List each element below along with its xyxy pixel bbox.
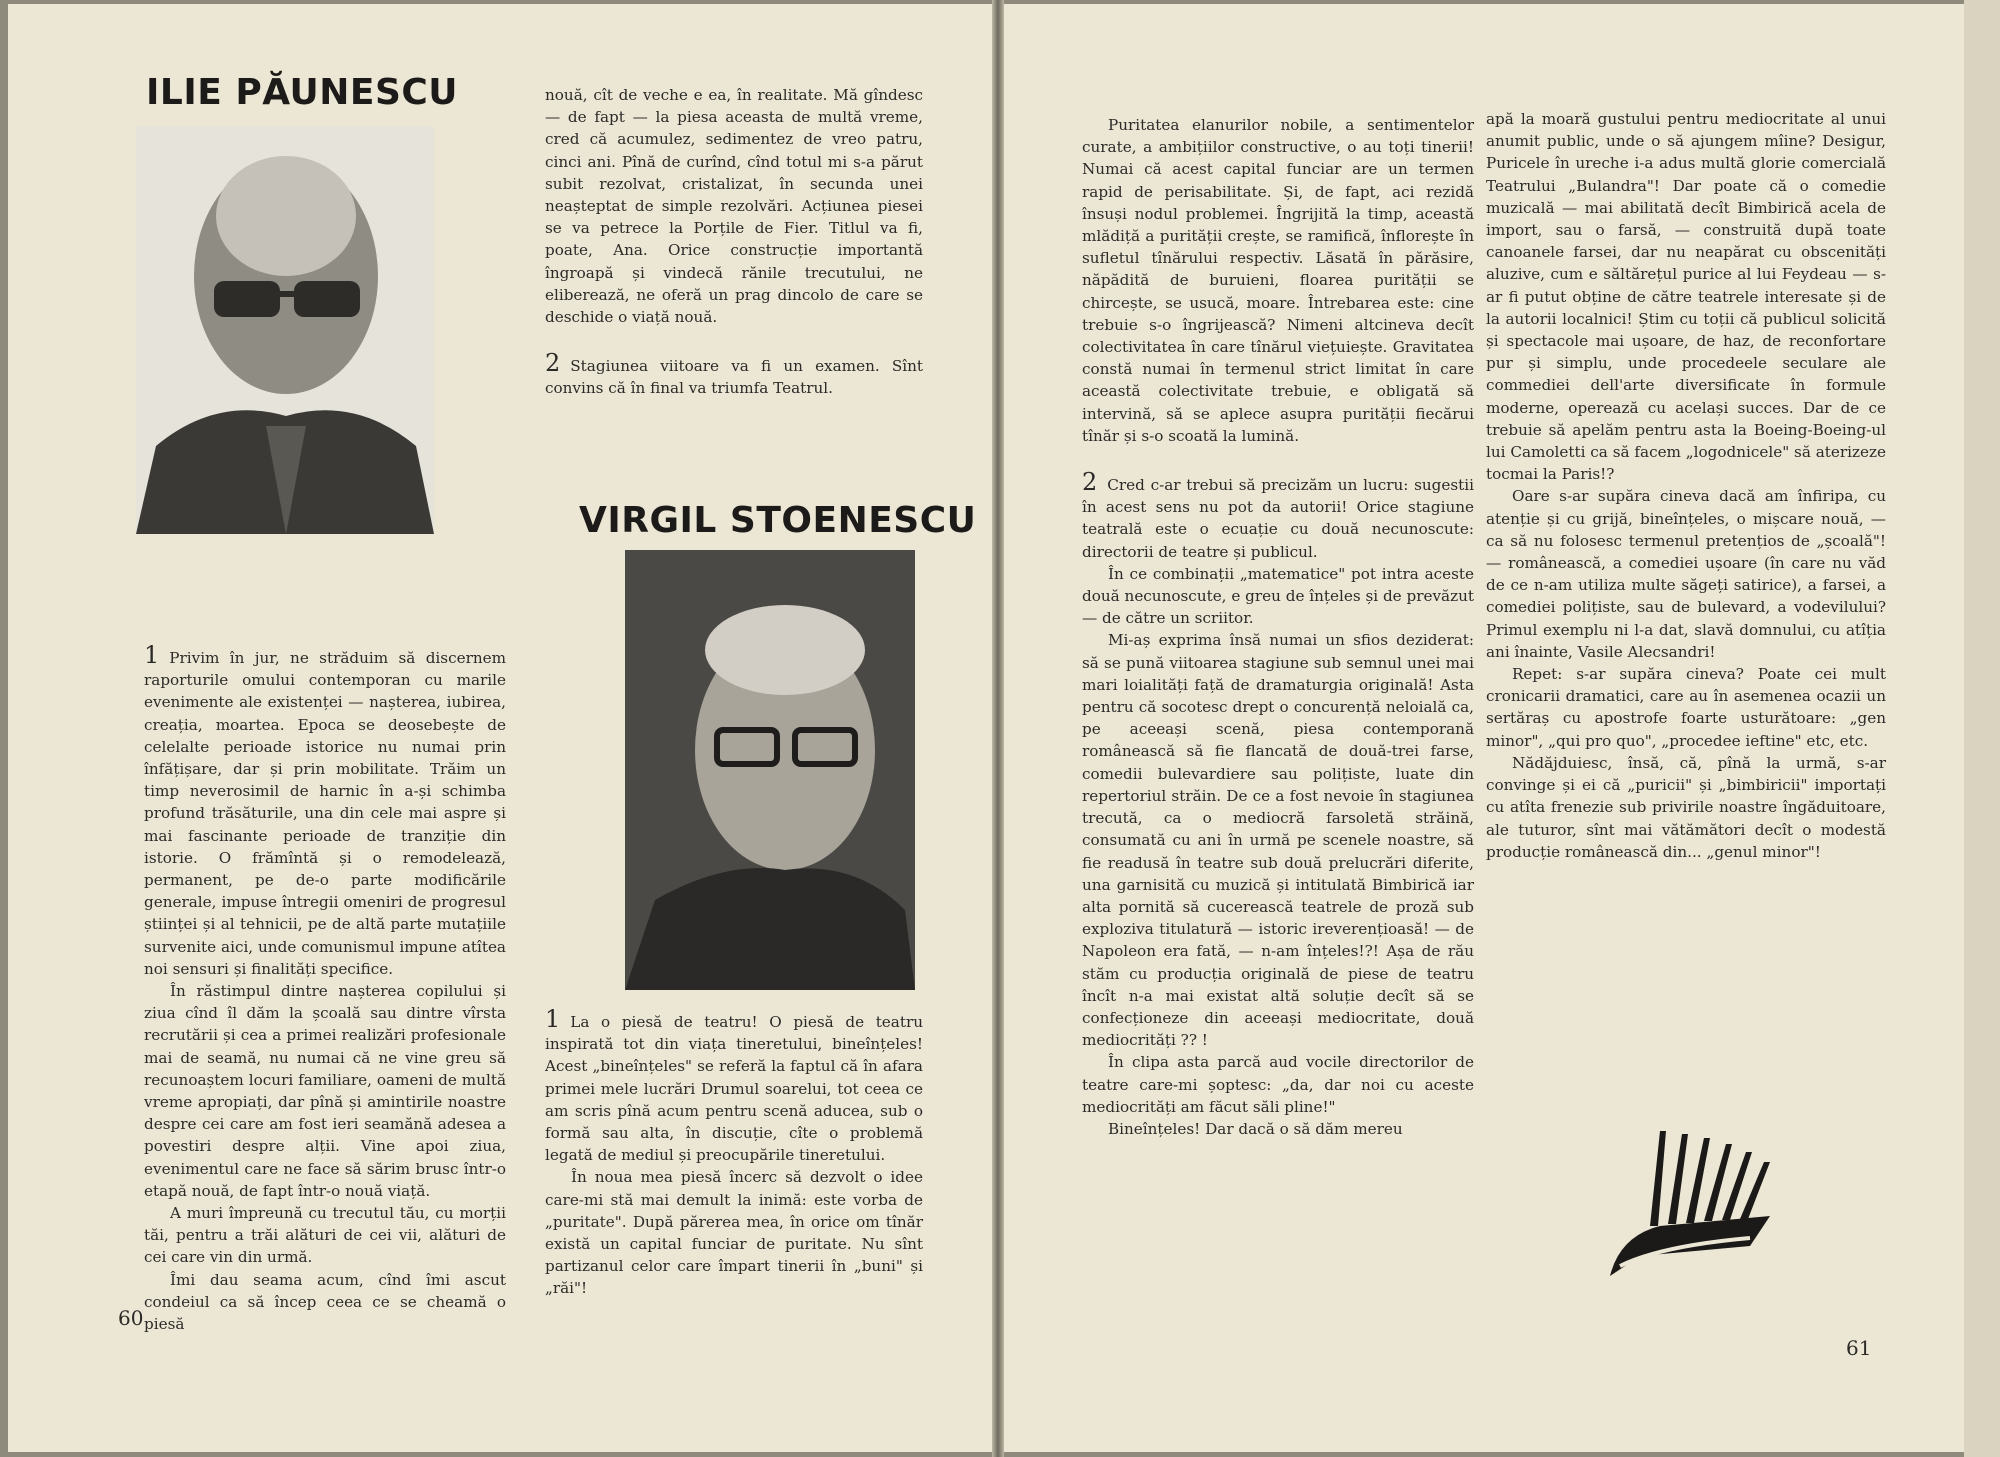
answer-number: 2 bbox=[1082, 468, 1098, 497]
answer-number: 1 bbox=[144, 641, 160, 669]
right-column-b bbox=[1486, 108, 1886, 863]
left-column-a bbox=[144, 641, 506, 1335]
paragraph: Nădăjduiesc, însă, că, pînă la urmă, s-ar convinge și ei că „puricii" și „bimbiricii" importați cu atîta frenezie sub privirile noastre îngăduitoare, ale tuturor, sînt mai vătămători decît o modestă producție românească din... „genul minor"! bbox=[1486, 753, 1886, 861]
paragraph: În noua mea piesă încerc să dezvolt o idee care-mi stă mai demult la inimă: este vorba de „puritate". După părerea mea, în orice om tînăr există un capital funciar de puritate. Nu sînt partizanul celor care împart tinerii în „buni" și „răi"! bbox=[545, 1168, 923, 1298]
paragraph: Bineînțeles! Dar dacă o să dăm mereu bbox=[1108, 1119, 1403, 1138]
right-page bbox=[1004, 4, 1964, 1452]
paragraph: Repet: s-ar supăra cineva? Poate cei mult cronicarii dramatici, care au în asemenea ocazii un sertăraș cu apostrofe foarte usturătoare: „gen minor", „qui pro quo", „procedee ieftine" etc, etc. bbox=[1486, 665, 1886, 750]
paragraph: Cred c-ar trebui să precizăm un lucru: sugestii în acest sens nu pot da autorii! Orice stagiune teatrală este o ecuație cu două necunoscute: directorii de teatre și publicul. bbox=[1082, 476, 1474, 561]
answer-number: 1 bbox=[545, 1005, 561, 1033]
paragraph: A muri împreună cu trecutul tău, cu morții tăi, pentru a trăi alături de cei vii, alături de cei care vin din urmă. bbox=[144, 1204, 506, 1267]
left-column-c bbox=[545, 1005, 923, 1300]
paragraph: În ce combinații „matematice" pot intra aceste două necunoscute, e greu de înțeles și de prevăzut — de către un scriitor. bbox=[1082, 564, 1474, 628]
paragraph: apă la moară gustului pentru mediocritate al unui anumit public, unde o să ajungem mîine? Desigur, Puricele în ureche i-a adus multă glorie comercială Teatrului „Bulandra"! Dar poate că o comedie muzicală — mai abilitată decît Bimbirică acela de import, sau o farsă, — construită după toate canoanele farsei, dar nu neapărat cu obscenități aluzive, cum e săltărețul purice al lui Feydeau — s-ar fi putut obține de către teatrele interesate și de la autorii localnici! Știm cu toții că publicul solicită și spectacole mai ușoare, de haz, de reconfortare pur și simplu, unde procedeele seculare ale commediei dell'arte diversificate în formule moderne, operează cu același succes. Dar de ce trebuie să apelăm pentru asta la Boeing-Boeing-ul lui Camoletti ca să facem „logodnicele" să aterizeze tocmai la Paris!? bbox=[1486, 110, 1886, 484]
author-heading-virgil-stoenescu: VIRGIL STOENESCU bbox=[579, 500, 977, 541]
paragraph: Stagiunea viitoare va fi un examen. Sînt convins că în final va triumfa Teatrul. bbox=[545, 357, 923, 398]
paragraph: nouă, cît de veche e ea, în realitate. Mă gîndesc — de fapt — la piesa aceasta de multă vreme, cred că acumulez, sedimentez de vreo patru, cinci ani. Pînă de curînd, cînd totul mi s-a părut subit rezolvat, cristalizat, în secunda unei neașteptat de simple rezolvări. Acțiunea piesei se va petrece la Porțile de Fier. Titlul va fi, poate, Ana. Orice construcție importantă îngroapă și vindecă rănile trecutului, ne eliberează, ne oferă un prag dincolo de care se deschide o viață nouă. bbox=[545, 86, 923, 327]
page-number: 60 bbox=[118, 1306, 144, 1330]
ship-ornament-icon bbox=[1600, 1126, 1776, 1276]
portrait-photo-virgil-stoenescu bbox=[625, 550, 915, 990]
book-edge bbox=[1964, 0, 2000, 1457]
paragraph: Puritatea elanurilor nobile, a sentimentelor curate, a ambițiilor constructive, o au toți tinerii! Numai că acest capital funciar are un termen rapid de perisabilitate. Și, de fapt, aci rezidă însuși nodul problemei. Îngrijită la timp, această mlădiță a purității crește, se ramifică, înflorește în sufletul tînărului respectiv. Lăsată în părăsire, năpădită de buruieni, floarea purității se chircește, se usucă, moare. Întrebarea este: cine trebuie s-o îngrijească? Nimeni altcineva decît colectivitatea în care tînărul viețuiește. Gravitatea constă numai în termenul strict limitat în care această colectivitate trebuie, e obligată să intervină, să se aplece asupra purității fiecărui tînăr și s-o scoată la lumină. bbox=[1082, 116, 1474, 445]
left-column-b bbox=[545, 84, 923, 400]
paragraph: Oare s-ar supăra cineva dacă am înfiripa, cu atenție și cu grijă, bineînțeles, o mișcare nouă, — ca să nu folosesc termenul pretențios de „școală"! — românească, a comediei ușoare (în care nu văd de ce n-am utiliza multe săgeți satirice), a farsei, a comediei polițiste, sau de bulevard, a vodevilului? Primul exemplu ni l-a dat, slavă domnului, cu atîția ani înainte, Vasile Alecsandri! bbox=[1486, 487, 1886, 661]
paragraph: Privim în jur, ne străduim să discernem raporturile omului contemporan cu marile evenimente ale existenței — nașterea, iubirea, creația, moartea. Epoca se deosebește de celelalte perioade istorice nu numai prin înfățișare, dar și prin mobilitate. Trăim un timp neverosimil de harnic în a-și schimba profund trăsăturile, una din cele mai aspre și mai fascinante perioade de tranziție din istorie. O frămîntă și o remodelează, permanent, pe de-o parte modificările generale, impuse întregii omeniri de progresul științei și al tehnicii, pe de altă parte mutațiile survenite aici, unde comunismul impune atîtea noi sensuri și finalități specifice. bbox=[144, 649, 506, 978]
author-heading-ilie-paunescu: ILIE PĂUNESCU bbox=[146, 72, 459, 113]
paragraph: Mi-aș exprima însă numai un sfios deziderat: să se pună viitoarea stagiune sub semnul unei mai mari loialități față de dramaturgia originală! Asta pentru că socotesc drept o concurență neloială ca, pe aceeași scenă, piesa contemporană românească să fie flancată de două-trei farse, comedii bulevardiere sau polițiste, luate din repertoriul străin. De ce a fost nevoie în stagiunea trecută, ca o mediocră farsoletă străină, consumată cu ani în urmă pe scenele noastre, să fie readusă în teatre sub două prelucrări diferite, una garnisită cu muzică și intitulată Bimbirică iar alta pornită să cucerească teatrele de proză sub exploziva titulatură — istoric ireverențioasă! — de Napoleon era fată, — n-am înțeles!?! Așa de rău stăm cu producția originală de piese de teatru încît n-a mai existat altă soluție decît să se confecționeze din aceeași mediocritate, două mediocrități ?? ! bbox=[1082, 631, 1474, 1050]
paragraph: Îmi dau seama acum, cînd îmi ascut condeiul ca să încep ceea ce se cheamă o piesă bbox=[144, 1270, 506, 1334]
answer-number: 2 bbox=[545, 349, 561, 378]
paragraph: La o piesă de teatru! O piesă de teatru inspirată tot din viața tineretului, bineînțeles! Acest „bineînțeles" se referă la faptul că în afara primei mele lucrări Drumul soarelui, tot ceea ce am scris pînă acum pentru scenă aducea, sub o formă sau alta, în discuție, cîte o problemă legată de mediul și preocupările tineretului. bbox=[545, 1013, 923, 1165]
right-column-a bbox=[1082, 114, 1474, 1140]
paragraph: În răstimpul dintre nașterea copilului și ziua cînd îl dăm la școală sau dintre vîrsta recrutării și cea a primei realizări profesionale mai de seamă, nu numai că ne vine greu să recunoaștem locuri familiare, oameni de multă vreme apropiați, dar pînă și amintirile noastre despre cei care am fost ieri seamănă adesea a povestiri despre alții. Vine apoi ziua, evenimentul care ne face să sărim brusc într-o etapă nouă, de fapt într-o nouă viață. bbox=[144, 982, 506, 1200]
paragraph: În clipa asta parcă aud vocile directorilor de teatre care-mi șoptesc: „da, dar noi cu aceste mediocrități am făcut săli pline!" bbox=[1082, 1053, 1474, 1116]
portrait-photo-ilie-paunescu bbox=[136, 126, 434, 534]
left-page bbox=[8, 4, 992, 1452]
book-spine bbox=[992, 0, 1004, 1457]
page-number: 61 bbox=[1846, 1336, 1872, 1360]
